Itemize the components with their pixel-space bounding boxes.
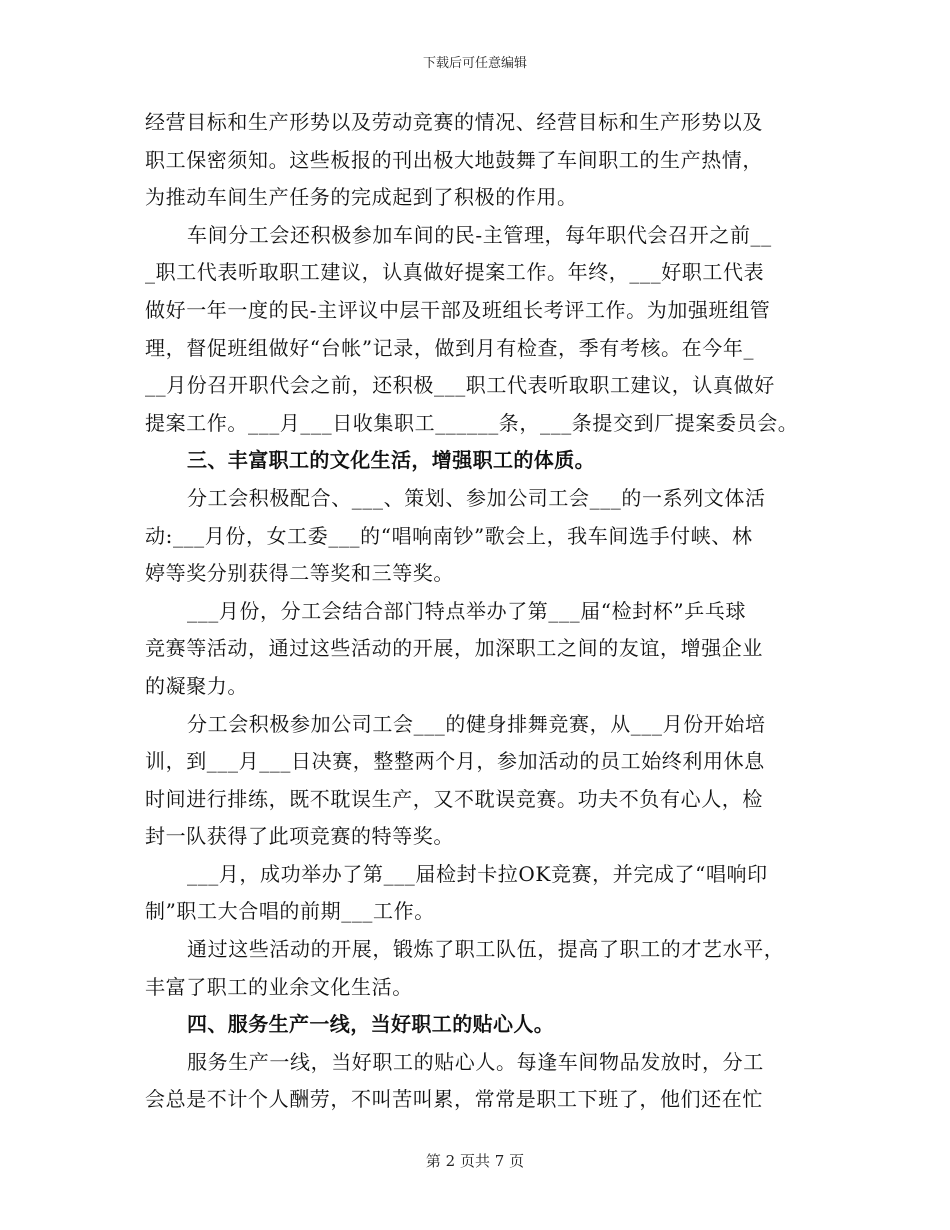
page-header: 下载后可任意编辑	[422, 56, 527, 71]
paragraph-line: _职工代表听取职工建议，认真做好提案工作。年终，___好职工代表	[145, 260, 765, 285]
paragraph-line: 车间分工会还积极参加车间的民-主管理，每年职代会召开之前__	[187, 222, 772, 247]
body-text	[145, 104, 825, 1119]
page-footer: 第 2 页共 7 页	[425, 1152, 525, 1170]
paragraph-line: 为推动车间生产任务的完成起到了积极的作用。	[145, 185, 578, 210]
paragraph-line: 制”职工大合唱的前期___工作。	[145, 899, 435, 924]
section-heading: 三、丰富职工的文化生活，增强职工的体质。	[187, 448, 595, 473]
paragraph-line: 婷等奖分别获得二等奖和三等奖。	[145, 561, 454, 586]
paragraph-line: __月份召开职代会之前，还积极___职工代表听取职工建议，认真做好	[145, 373, 775, 398]
paragraph-line: 丰富了职工的业余文化生活。	[145, 974, 413, 999]
paragraph-line: 训，到___月___日决赛，整整两个月，参加活动的员工始终利用休息	[145, 749, 765, 774]
paragraph-line: 提案工作。___月___日收集职工______条，___条提交到厂提案委员会。	[145, 410, 799, 435]
paragraph-line: 会总是不计个人酬劳，不叫苦叫累，常常是职工下班了，他们还在忙	[145, 1087, 763, 1112]
paragraph-line: 做好一年一度的民-主评议中层干部及班组长考评工作。为加强班组管	[145, 297, 771, 322]
paragraph-line: 分工会积极配合、___、策划、参加公司工会___的一系列文体活	[187, 485, 766, 510]
paragraph-line: 竞赛等活动，通过这些活动的开展，加深职工之间的友谊，增强企业	[145, 636, 763, 661]
paragraph-line: 职工保密须知。这些板报的刊出极大地鼓舞了车间职工的生产热情，	[145, 147, 763, 172]
section-heading: 四、服务生产一线，当好职工的贴心人。	[187, 1012, 555, 1037]
paragraph-line: 服务生产一线，当好职工的贴心人。每逢车间物品发放时，分工	[187, 1049, 764, 1074]
paragraph-line: 封一队获得了此项竞赛的特等奖。	[145, 824, 454, 849]
paragraph-line: 理，督促班组做好“台帐”记录，做到月有检查，季有考核。在今年_	[145, 335, 755, 360]
paragraph-line: 动:___月份，女工委___的“唱响南钞”歌会上，我车间选手付峡、林	[145, 523, 753, 548]
paragraph-line: 通过这些活动的开展，锻炼了职工队伍，提高了职工的才艺水平，	[187, 937, 785, 962]
paragraph-line: 时间进行排练，既不耽误生产，又不耽误竞赛。功夫不负有心人，检	[145, 786, 763, 811]
paragraph-line: 分工会积极参加公司工会___的健身排舞竞赛，从___月份开始培	[187, 711, 766, 736]
paragraph-line: 经营目标和生产形势以及劳动竞赛的情况、经营目标和生产形势以及	[145, 110, 763, 134]
paragraph-line: ___月份，分工会结合部门特点举办了第___届“检封杯”乒乓球	[187, 598, 747, 623]
paragraph-line: ___月，成功举办了第___届检封卡拉OK竞赛，并完成了“唱响印	[187, 861, 768, 886]
paragraph-line: 的凝聚力。	[145, 673, 248, 698]
